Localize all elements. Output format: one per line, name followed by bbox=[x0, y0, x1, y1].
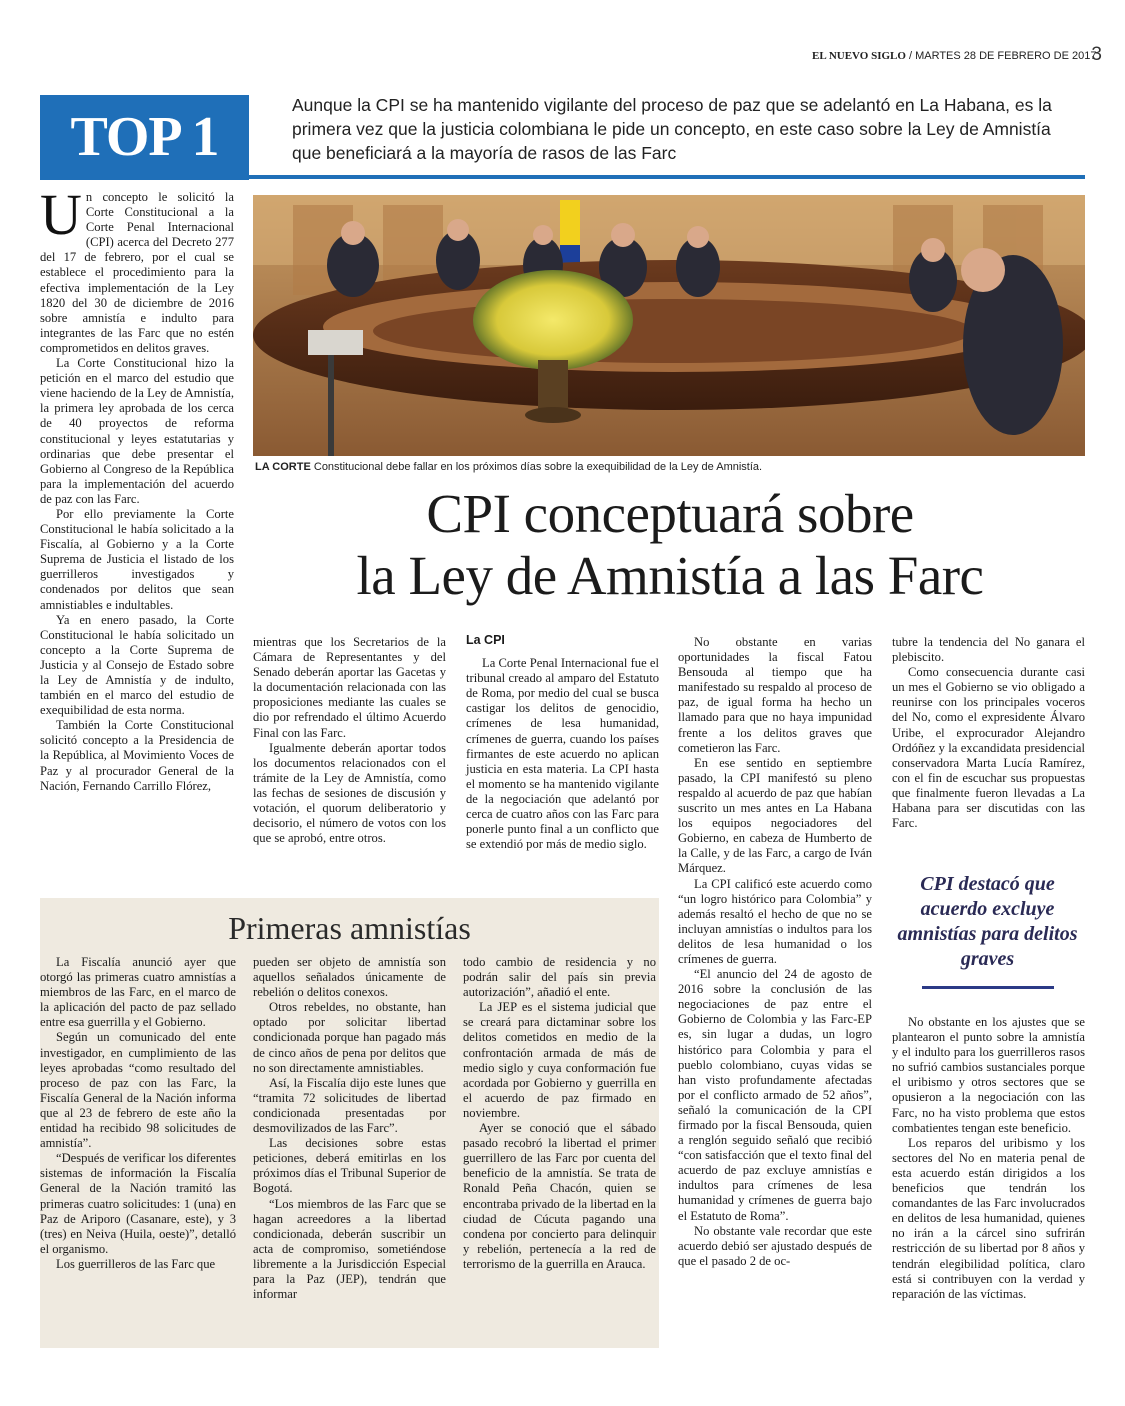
paragraph: Ya en enero pasado, la Corte Constitucional le había solicitado un concepto a la Corte Suprema de Justicia y al Consejo de Estado sobre la Ley de Amnistía y de indulto, también en el marco del estudio de exequibilidad de esta norma. bbox=[40, 612, 234, 718]
paragraph: todo cambio de residencia y no podrán salir del país sin previa autorización”, añadió el ente. bbox=[463, 955, 656, 1000]
court-session-image bbox=[253, 195, 1085, 456]
intro-deck: Aunque la CPI se ha mantenido vigilante del proceso de paz que se adelantó en La Habana, es la primera vez que la justicia colombiana le pide un concepto, en este caso sobre la Ley de Amnistía que beneficiará a la mayoría de rasos de las Farc bbox=[292, 95, 1052, 163]
caption-lead: LA CORTE bbox=[255, 461, 311, 473]
drop-cap: U bbox=[40, 182, 82, 247]
paragraph: No obstante en varias oportunidades la fiscal Fatou Bensouda al tiempo que ha manifestado su respaldo al proceso de paz, de igual forma ha hecho un llamado para que no haya impunidad frente a los delitos graves que cometieron las Farc. bbox=[678, 635, 872, 755]
paragraph: Otros rebeldes, no obstante, han optado por solicitar libertad condicionada porque han pagado más de cinco años de pena por delitos que no son directamente amnistiables. bbox=[253, 1000, 446, 1075]
paragraph: La Corte Constitucional hizo la petición en el marco del estudio que viene haciendo de la Ley de Amnistía, la primera ley aprobada de los cerca de 40 proyectos de reforma constitucional y leyes estatutarias y ordinarias que debe presentar el Gobierno al Congreso de la República para la implementación del acuerdo de paz con las Farc. bbox=[40, 356, 234, 506]
paragraph: En ese sentido en septiembre pasado, la CPI manifestó su pleno respaldo al acuerdo de paz que habían suscrito un mes antes en La Habana los equipos negociadores del Gobierno, en cabeza de Humberto de la Calle, y de las Farc, a cargo de Iván Márquez. bbox=[678, 755, 872, 876]
paragraph: “El anuncio del 24 de agosto de 2016 sobre la conclusión de las negociaciones de paz entre el Gobierno de Colombia y las Farc-EP es, sin lugar a dudas, un logro histórico para Colombia y para el pueblo colombiano, cuyas vidas se han visto profundamente afectadas por el conflicto armado de 52 años”, señaló la comunicación de la CPI firmado por la fiscal Bensouda, quien a renglón seguido señaló que recibió “con satisfacción que el texto final del acuerdo de paz excluye amnistías e indultos para crímenes de lesa humanidad y crímenes de guerra bajo el Estatuto de Roma”. bbox=[678, 967, 872, 1223]
sidebar-column-1 bbox=[40, 955, 236, 1272]
pull-quote-rule bbox=[922, 986, 1054, 989]
paragraph: También la Corte Constitucional solicitó concepto a la Presidencia de la República, al Movimiento Voces de Paz y al procurador General de la Nación, Fernando Carrillo Flórez, bbox=[40, 718, 234, 793]
subheading-cpi: La CPI bbox=[466, 633, 505, 647]
paper-name: EL NUEVO SIGLO bbox=[812, 50, 906, 62]
pull-quote: CPI destacó que acuerdo excluye amnistías para delitos graves bbox=[897, 873, 1078, 970]
paragraph: Según un comunicado del ente investigador, en cumplimiento de las leyes aprobadas “como resultado del proceso de paz con las Farc, la Fiscalía General de la Nación informa que al 23 de febrero de este año la entidad ha recibido 98 solicitudes de amnistía”. bbox=[40, 1030, 236, 1151]
section-tag: TOP 1 bbox=[40, 95, 249, 180]
paragraph: La CPI calificó este acuerdo como “un logro histórico para Colombia” y además resaltó el hecho de que no se incluyan amnistías o indultos para los delitos de lesa humanidad o los crímenes de guerra. bbox=[678, 876, 872, 966]
article-column-2 bbox=[253, 635, 446, 846]
headline-line-2: la Ley de Amnistía a las Farc bbox=[356, 545, 984, 606]
paragraph: La Corte Penal Internacional fue el tribunal creado al amparo del Estatuto de Roma, por medio del cual se busca castigar los delitos de genocidio, crímenes de lesa humanidad, crímenes de guerra, cuando los países firmantes de este acuerdo no aplican justicia en esta materia. La CPI hasta el momento se ha mantenido vigilante de la negociación que adelantó por cerca de cuatro años con las Farc para ponerle punto final a un conflicto que se extendió por más de medio siglo. bbox=[466, 656, 659, 852]
headline bbox=[260, 483, 1080, 607]
photo-caption bbox=[255, 461, 1085, 473]
caption-text: Constitucional debe fallar en los próximos días sobre la exequibilidad de la Ley de Amnistía. bbox=[310, 461, 763, 473]
paragraph: Los guerrilleros de las Farc que bbox=[56, 1256, 216, 1271]
sidebar-title: Primeras amnistías bbox=[228, 910, 471, 946]
article-column-5-top bbox=[892, 635, 1085, 831]
paragraph: Así, la Fiscalía dijo este lunes que “tramita 72 solicitudes de libertad condicionada presentadas por desmovilizados de las Farc”. bbox=[253, 1075, 446, 1136]
paragraph: Los reparos del uribismo y los sectores del No en materia penal de esta acuerdo están dirigidos a los beneficios que tendrán los comandantes de las Farc involucrados en delitos de lesa humanidad, quienes no irán a la cárcel sino sufrirán restricción de su libertad por 8 años y tendrán elegibilidad política, claro está si contribuyen con la verdad y reparación de las víctimas. bbox=[892, 1135, 1085, 1301]
paragraph: Por ello previamente la Corte Constitucional le había solicitado a la Fiscalía, al Gobierno y a la Corte Suprema de Justicia el listado de los guerrilleros investigados y condenados por delitos que sean amnistiables e indultables. bbox=[40, 506, 234, 612]
paragraph: No obstante vale recordar que este acuerdo debió ser ajustado después de que el pasado 2 de oc- bbox=[678, 1223, 872, 1268]
sidebar-column-3 bbox=[463, 955, 656, 1272]
issue-date: / MARTES 28 DE FEBRERO DE 2017 bbox=[905, 50, 1097, 62]
lead-paragraph bbox=[40, 182, 234, 356]
page-number: 3 bbox=[1091, 44, 1102, 65]
paragraph: “Después de verificar los diferentes sistemas de información la Fiscalía General de la Nación tramitó las primeras cuatro solicitudes: 1 (una) en Paz de Ariporo (Casanare, este), y 3 (tres) en Neiva (Huila, oeste)”, detalló el organismo. bbox=[40, 1151, 236, 1256]
paragraph: Ayer se conoció que el sábado pasado recobró la libertad el primer guerrillero de las Farc por cuenta del beneficio de la amnistía. Se trata de Ronald Peña Chacón, quien se encontraba privado de la libertad en la ciudad de Cúcuta pagando una condena por concierto para delinquir y rebelión, pertenecía a la red de terrorismo de la guerrilla en Arauca. bbox=[463, 1121, 657, 1271]
paragraph: Las decisiones sobre estas peticiones, deberá emitirlas en los próximos días el Tribunal Superior de Bogotá. bbox=[253, 1136, 446, 1196]
paragraph: pueden ser objeto de amnistía son aquellos señalados únicamente de rebelión o delitos conexos. bbox=[253, 955, 446, 1000]
paragraph: “Los miembros de las Farc que se hagan acreedores a la libertad condicionada, deberán suscribir un acta de compromiso, sometiéndose libremente a la Jurisdicción Especial para la Paz (JEP), tendrán que informar bbox=[253, 1196, 446, 1302]
paragraph: La JEP es el sistema judicial que se creará para dictaminar sobre los delitos cometidos en medio de la confrontación armada de más de medio siglo y cuya conformación fue acordada por Gobierno y guerrilla en el acuerdo de paz firmado en noviembre. bbox=[463, 1000, 656, 1120]
lead-text: n concepto le solicitó la Corte Constitucional a la Corte Penal Internacional (CPI) acerca del Decreto 277 del 17 de febrero, por el cual se establece el procedimiento para la efectiva implementación de la Ley 1820 del 30 de diciembre de 2016 sobre amnistía e indulto para integrantes de las Farc que no estén comprometidos en delitos graves. bbox=[40, 190, 234, 355]
paragraph: Como consecuencia durante casi un mes el Gobierno se vio obligado a reunirse con los principales voceros del No, como el expresidente Álvaro Uribe, el exprocurador Alejandro Ordóñez y la excandidata presidencial conservadora Marta Lucía Ramírez, con el fin de escuchar sus propuestas que finalmente fueron llevadas a La Habana para ser discutidas con las Farc. bbox=[892, 665, 1085, 831]
article-column-1 bbox=[40, 182, 234, 794]
paragraph: Igualmente deberán aportar todos los documentos relacionados con el trámite de la Ley de Amnistía, como las fechas de sesiones de discusión y votación, el quorum deliberatorio y decisorio, el número de votos con los que se aprobó, entre otros. bbox=[253, 740, 446, 846]
section-rule bbox=[249, 175, 1085, 179]
paragraph: No obstante en los ajustes que se plantearon el punto sobre la amnistía y el indulto para los guerrilleros rasos no sufrió cambios sustanciales porque el uribismo y otros sectores que se opusieron a la negociación con las Farc, no ha visto problema que estos combatientes tengan este beneficio. bbox=[892, 1015, 1085, 1135]
photo-court-session bbox=[253, 195, 1085, 456]
sidebar-column-2 bbox=[253, 955, 446, 1302]
paragraph: La Fiscalía anunció ayer que otorgó las primeras cuatro amnistías a miembros de las Farc, en el marco de la aplicación del pacto de paz sellado entre esa guerrilla y el Gobierno. bbox=[40, 955, 236, 1030]
article-column-3 bbox=[466, 633, 659, 852]
article-column-5-bottom bbox=[892, 1015, 1085, 1302]
masthead bbox=[812, 44, 1102, 72]
paragraph: tubre la tendencia del No ganara el plebiscito. bbox=[892, 635, 1085, 665]
article-column-4 bbox=[678, 635, 872, 1269]
paragraph: mientras que los Secretarios de la Cámara de Representantes y del Senado deberán aportar las Gacetas y la documentación relacionada con las proposiciones mediante las cuales se dio por refrendado el último Acuerdo Final con las Farc. bbox=[253, 635, 446, 740]
headline-line-1: CPI conceptuará sobre bbox=[426, 483, 914, 544]
